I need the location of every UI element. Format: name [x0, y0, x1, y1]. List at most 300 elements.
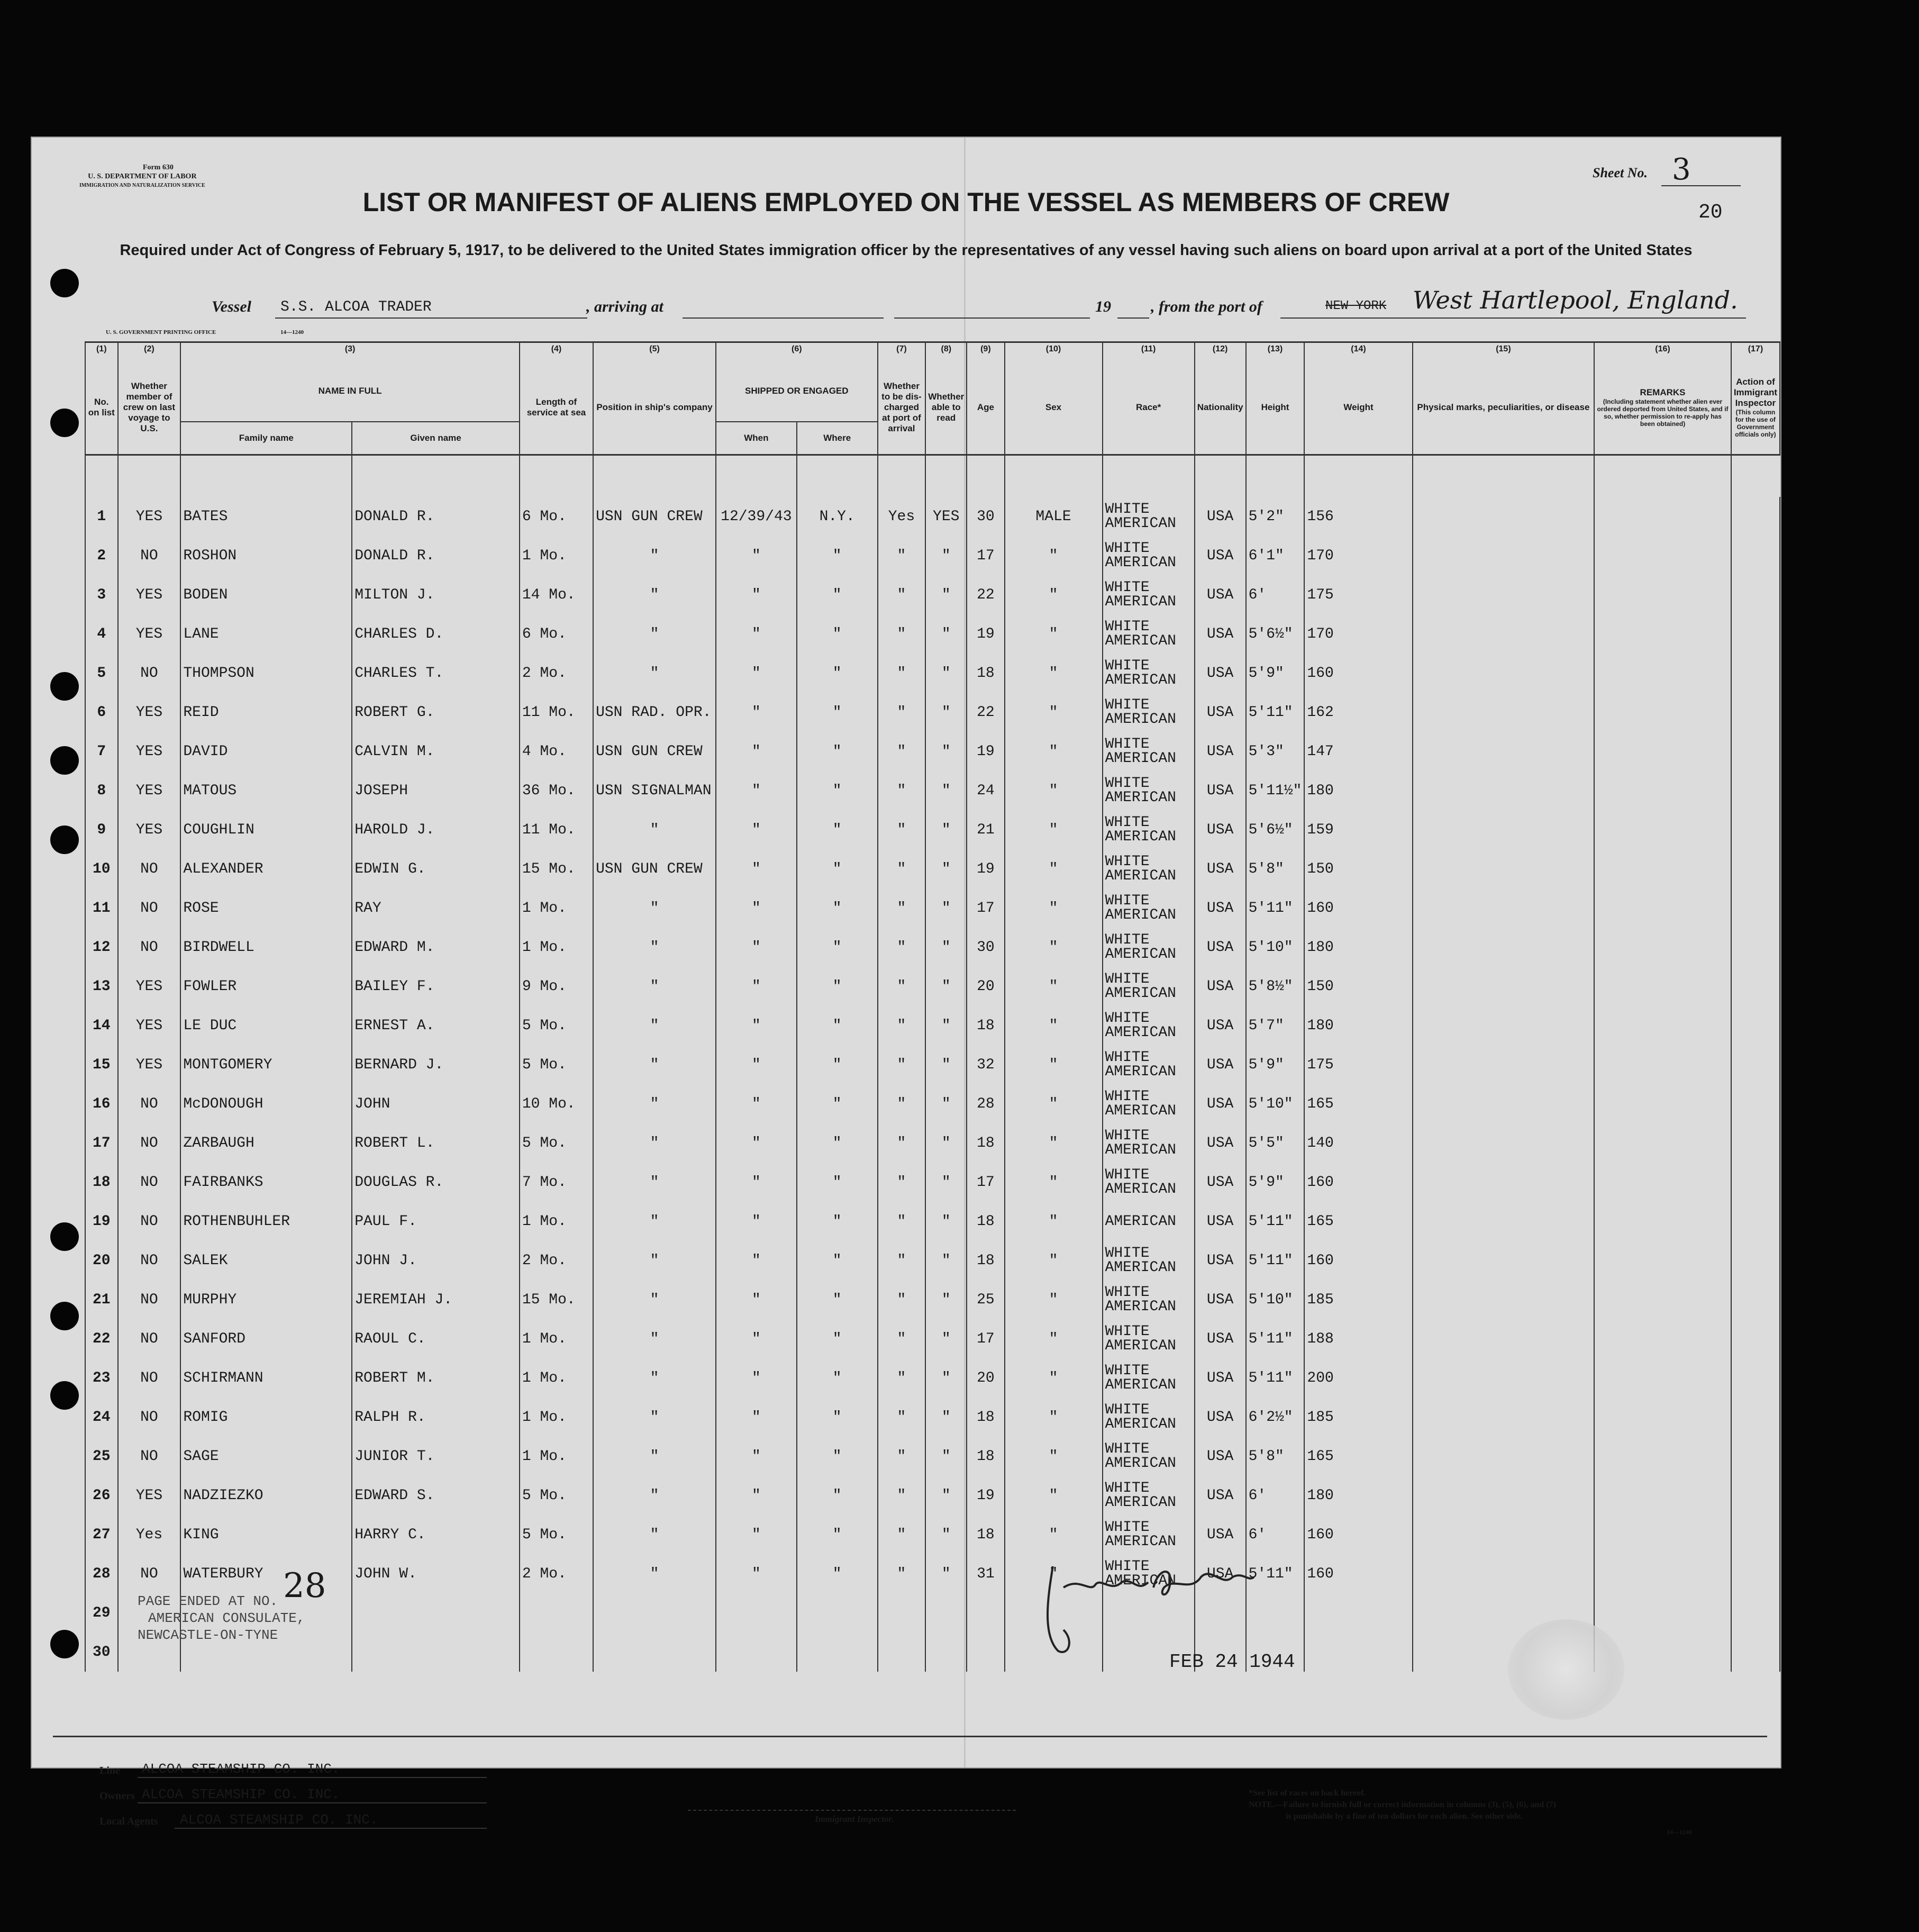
cell-shipped-when: "	[716, 575, 797, 614]
race-line-2: AMERICAN	[1105, 1416, 1176, 1432]
cell-previous-voyage: NO	[118, 1123, 181, 1163]
cell-given-name: DONALD R.	[352, 497, 520, 536]
cell-able-to-read: "	[925, 1123, 967, 1163]
cell-sex: "	[1005, 1515, 1103, 1554]
cell-position: "	[593, 1084, 716, 1123]
cell-nationality: USA	[1195, 575, 1246, 614]
table-row	[85, 1593, 1780, 1632]
cell-discharged: "	[878, 1437, 926, 1476]
cell-discharged: "	[878, 1280, 926, 1319]
year-label: 19	[1095, 298, 1111, 315]
cell-family-name: LANE	[180, 614, 352, 654]
cell-age: 18	[967, 1006, 1004, 1045]
cell-previous-voyage: YES	[118, 1045, 181, 1084]
cell-family-name: MONTGOMERY	[180, 1045, 352, 1084]
cell-physical-marks	[1413, 1123, 1595, 1163]
cell-nationality: USA	[1195, 967, 1246, 1006]
race-line-1: WHITE	[1105, 1089, 1150, 1105]
cell-discharged: "	[878, 1163, 926, 1202]
cell-weight: 160	[1304, 1163, 1412, 1202]
cell-physical-marks	[1413, 732, 1595, 771]
consulate-stamp	[138, 1593, 305, 1644]
cell-family-name: ROMIG	[180, 1398, 352, 1437]
cell-height: 5'2"	[1246, 497, 1305, 536]
cell-position: "	[593, 1437, 716, 1476]
cell-able-to-read: "	[925, 928, 967, 967]
table-row	[85, 1319, 1780, 1358]
cell-position: "	[593, 1398, 716, 1437]
cell-service-length: 10 Mo.	[520, 1084, 593, 1123]
race-line-1: WHITE	[1105, 501, 1150, 518]
inspector-action-subtitle: (This column for the use of Government officials only)	[1735, 409, 1776, 438]
cell-service-length: 7 Mo.	[520, 1163, 593, 1202]
cell-service-length: 5 Mo.	[520, 1476, 593, 1515]
cell-sex: "	[1005, 1006, 1103, 1045]
cell-discharged	[878, 1593, 926, 1632]
race-line-2: AMERICAN	[1105, 1259, 1176, 1276]
cell-remarks	[1594, 1202, 1731, 1241]
cell-weight	[1304, 1632, 1412, 1672]
cell-inspector-action	[1731, 1084, 1780, 1123]
cell-shipped-when: "	[716, 771, 797, 810]
cell-family-name: SAGE	[180, 1437, 352, 1476]
race-line-2: AMERICAN	[1105, 985, 1176, 1002]
col-4-number: (4)	[520, 342, 593, 361]
cell-weight: 165	[1304, 1202, 1412, 1241]
cell-service-length: 1 Mo.	[520, 1437, 593, 1476]
cell-race	[1103, 1163, 1195, 1202]
cell-shipped-when: "	[716, 732, 797, 771]
cell-able-to-read: "	[925, 810, 967, 849]
race-line-2: AMERICAN	[1105, 1213, 1176, 1230]
cell-previous-voyage: NO	[118, 1554, 181, 1593]
race-line-1: WHITE	[1105, 932, 1150, 948]
cell-sex: "	[1005, 536, 1103, 575]
cell-discharged: "	[878, 1084, 926, 1123]
race-line-1: WHITE	[1105, 579, 1150, 596]
cell-position: "	[593, 1045, 716, 1084]
cell-inspector-action	[1731, 1123, 1780, 1163]
cell-family-name: DAVID	[180, 732, 352, 771]
crew-manifest-table	[85, 341, 1780, 1672]
cell-weight: 159	[1304, 810, 1412, 849]
cell-remarks	[1594, 1593, 1731, 1632]
cell-able-to-read: "	[925, 1437, 967, 1476]
cell-shipped-when: "	[716, 1280, 797, 1319]
table-row	[85, 1476, 1780, 1515]
cell-shipped-when: "	[716, 928, 797, 967]
cell-shipped-where: "	[797, 575, 878, 614]
cell-weight: 175	[1304, 575, 1412, 614]
cell-physical-marks	[1413, 536, 1595, 575]
cell-row-number: 5	[85, 654, 118, 693]
cell-remarks	[1594, 1045, 1731, 1084]
service-name: IMMIGRATION AND NATURALIZATION SERVICE	[79, 183, 205, 188]
table-row	[85, 536, 1780, 575]
cell-height: 5'10"	[1246, 1280, 1305, 1319]
cell-height: 5'11"	[1246, 1554, 1305, 1593]
cell-weight: 180	[1304, 771, 1412, 810]
cell-shipped-where: "	[797, 1163, 878, 1202]
cell-able-to-read: "	[925, 1476, 967, 1515]
race-line-2: AMERICAN	[1105, 829, 1176, 845]
cell-weight: 160	[1304, 888, 1412, 928]
race-line-1: WHITE	[1105, 775, 1150, 792]
cell-height: 5'11"	[1246, 693, 1305, 732]
race-line-2: AMERICAN	[1105, 750, 1176, 767]
col-12-number: (12)	[1195, 342, 1246, 361]
cell-position: "	[593, 1515, 716, 1554]
cell-sex: "	[1005, 928, 1103, 967]
cell-remarks	[1594, 1554, 1731, 1593]
cell-nationality: USA	[1195, 654, 1246, 693]
cell-weight: 185	[1304, 1280, 1412, 1319]
cell-remarks	[1594, 1006, 1731, 1045]
cell-discharged: "	[878, 654, 926, 693]
owners-label: Owners	[99, 1790, 135, 1802]
cell-inspector-action	[1731, 1163, 1780, 1202]
cell-nationality: USA	[1195, 1554, 1246, 1593]
cell-inspector-action	[1731, 1515, 1780, 1554]
cell-previous-voyage: YES	[118, 575, 181, 614]
cell-weight	[1304, 1593, 1412, 1632]
cell-row-number: 13	[85, 967, 118, 1006]
cell-given-name: EDWARD M.	[352, 928, 520, 967]
line-value: ALCOA STEAMSHIP CO. INC.	[142, 1761, 340, 1777]
col-weight-header: Weight	[1304, 361, 1412, 455]
cell-remarks	[1594, 1437, 1731, 1476]
cell-sex: "	[1005, 967, 1103, 1006]
cell-row-number: 12	[85, 928, 118, 967]
sheet-number: 3	[1672, 152, 1691, 187]
cell-physical-marks	[1413, 1006, 1595, 1045]
cell-shipped-when: "	[716, 1123, 797, 1163]
cell-height: 5'11"	[1246, 1241, 1305, 1280]
cell-given-name: HAROLD J.	[352, 810, 520, 849]
cell-height: 6'	[1246, 1476, 1305, 1515]
cell-given-name: EDWIN G.	[352, 849, 520, 888]
cell-inspector-action	[1731, 693, 1780, 732]
cell-given-name	[352, 1632, 520, 1672]
race-line-1: WHITE	[1105, 658, 1150, 674]
cell-shipped-where: "	[797, 536, 878, 575]
vessel-name-line	[275, 318, 587, 319]
cell-able-to-read: "	[925, 575, 967, 614]
cell-family-name: THOMPSON	[180, 654, 352, 693]
race-line-1: WHITE	[1105, 814, 1150, 831]
cell-previous-voyage: YES	[118, 1006, 181, 1045]
cell-height: 5'8"	[1246, 1437, 1305, 1476]
cell-nationality: USA	[1195, 1358, 1246, 1398]
cell-nationality: USA	[1195, 732, 1246, 771]
race-line-1: WHITE	[1105, 1519, 1150, 1536]
cell-inspector-action	[1731, 810, 1780, 849]
owners-field-line	[138, 1802, 487, 1803]
cell-physical-marks	[1413, 1319, 1595, 1358]
cell-family-name: NADZIEZKO	[180, 1476, 352, 1515]
cell-remarks	[1594, 693, 1731, 732]
cell-nationality: USA	[1195, 1163, 1246, 1202]
table-row	[85, 732, 1780, 771]
cell-age: 28	[967, 1084, 1004, 1123]
cell-height: 6'1"	[1246, 536, 1305, 575]
cell-age: 17	[967, 1163, 1004, 1202]
cell-given-name: HARRY C.	[352, 1515, 520, 1554]
cell-previous-voyage: NO	[118, 1358, 181, 1398]
cell-inspector-action	[1731, 967, 1780, 1006]
cell-given-name: BERNARD J.	[352, 1045, 520, 1084]
sheet-number-label: Sheet No.	[1593, 165, 1648, 180]
remarks-subtitle: (Including statement whether alien ever ordered deported from United States, and if so, whether permission to re-apply has been obtained)	[1597, 398, 1729, 428]
cell-inspector-action	[1731, 1476, 1780, 1515]
race-line-2: AMERICAN	[1105, 1494, 1176, 1511]
race-line-2: AMERICAN	[1105, 1142, 1176, 1158]
cell-able-to-read: "	[925, 849, 967, 888]
table-row	[85, 888, 1780, 928]
cell-inspector-action	[1731, 1006, 1780, 1045]
cell-row-number: 27	[85, 1515, 118, 1554]
cell-shipped-when: "	[716, 1202, 797, 1241]
race-line-2: AMERICAN	[1105, 868, 1176, 884]
cell-sex: "	[1005, 1398, 1103, 1437]
cell-physical-marks	[1413, 1163, 1595, 1202]
page-ended-number: 28	[283, 1566, 326, 1606]
col-2-number: (2)	[118, 342, 181, 361]
cell-service-length: 1 Mo.	[520, 1202, 593, 1241]
cell-family-name: ZARBAUGH	[180, 1123, 352, 1163]
cell-sex: "	[1005, 1123, 1103, 1163]
cell-race	[1103, 810, 1195, 849]
cell-nationality: USA	[1195, 1515, 1246, 1554]
cell-service-length: 5 Mo.	[520, 1006, 593, 1045]
port-line	[1280, 318, 1746, 319]
cell-remarks	[1594, 1476, 1731, 1515]
cell-family-name: ROSHON	[180, 536, 352, 575]
penalty-note-line-1: NOTE.—Failure to furnish full or correct information in columns (3), (5), (6), and (7)	[1249, 1800, 1556, 1809]
cell-remarks	[1594, 497, 1731, 536]
cell-able-to-read: "	[925, 1045, 967, 1084]
column-number-row	[85, 342, 1780, 361]
punch-hole	[50, 1381, 79, 1410]
cell-remarks	[1594, 1123, 1731, 1163]
cell-nationality: USA	[1195, 888, 1246, 928]
cell-service-length: 2 Mo.	[520, 654, 593, 693]
form-number: Form 630	[142, 164, 174, 171]
cell-service-length: 1 Mo.	[520, 536, 593, 575]
cell-race	[1103, 1437, 1195, 1476]
cell-row-number: 23	[85, 1358, 118, 1398]
cell-given-name: JEREMIAH J.	[352, 1280, 520, 1319]
cell-shipped-where: "	[797, 1084, 878, 1123]
cell-age	[967, 1632, 1004, 1672]
col-inspector-action-header	[1731, 361, 1780, 455]
cell-family-name: ROTHENBUHLER	[180, 1202, 352, 1241]
cell-position: "	[593, 1006, 716, 1045]
race-line-2: AMERICAN	[1105, 1181, 1176, 1198]
cell-shipped-when: "	[716, 1358, 797, 1398]
cell-able-to-read: "	[925, 1280, 967, 1319]
cell-row-number: 29	[85, 1593, 118, 1632]
cell-family-name: ROSE	[180, 888, 352, 928]
agents-field-line	[175, 1828, 487, 1829]
arriving-at-line	[683, 318, 884, 319]
cell-given-name: RAY	[352, 888, 520, 928]
cell-family-name: REID	[180, 693, 352, 732]
cell-nationality: USA	[1195, 1084, 1246, 1123]
cell-family-name: SCHIRMANN	[180, 1358, 352, 1398]
table-row	[85, 1045, 1780, 1084]
col-position-header: Position in ship's company	[593, 361, 716, 455]
cell-weight: 156	[1304, 497, 1412, 536]
cell-discharged: "	[878, 732, 926, 771]
cell-shipped-where: "	[797, 693, 878, 732]
cell-discharged: "	[878, 1319, 926, 1358]
cell-previous-voyage: NO	[118, 654, 181, 693]
cell-position: "	[593, 1241, 716, 1280]
cell-given-name: DONALD R.	[352, 536, 520, 575]
race-line-1: WHITE	[1105, 1441, 1150, 1457]
signature-scribble	[1032, 1556, 1259, 1662]
cell-row-number: 8	[85, 771, 118, 810]
agents-value: ALCOA STEAMSHIP CO. INC.	[180, 1812, 378, 1828]
arriving-date-line	[894, 318, 1090, 319]
cell-remarks	[1594, 771, 1731, 810]
cell-previous-voyage: YES	[118, 771, 181, 810]
cell-able-to-read: "	[925, 967, 967, 1006]
cell-service-length	[520, 1593, 593, 1632]
cell-previous-voyage: NO	[118, 888, 181, 928]
cell-physical-marks	[1413, 888, 1595, 928]
race-line-1: WHITE	[1105, 1323, 1150, 1340]
cell-discharged: "	[878, 536, 926, 575]
cell-position: "	[593, 928, 716, 967]
cell-race	[1103, 1006, 1195, 1045]
cell-able-to-read: "	[925, 1398, 967, 1437]
cell-given-name: JOHN W.	[352, 1554, 520, 1593]
cell-service-length: 11 Mo.	[520, 810, 593, 849]
cell-previous-voyage: NO	[118, 1084, 181, 1123]
cell-sex: "	[1005, 1202, 1103, 1241]
cell-physical-marks	[1413, 1358, 1595, 1398]
cell-sex: "	[1005, 1437, 1103, 1476]
cell-sex: "	[1005, 888, 1103, 928]
cell-age: 18	[967, 654, 1004, 693]
cell-given-name: EDWARD S.	[352, 1476, 520, 1515]
cell-inspector-action	[1731, 536, 1780, 575]
cell-family-name: COUGHLIN	[180, 810, 352, 849]
cell-age: 20	[967, 967, 1004, 1006]
cell-able-to-read: "	[925, 1084, 967, 1123]
cell-row-number: 28	[85, 1554, 118, 1593]
table-row	[85, 1280, 1780, 1319]
stamp-line-3: NEWCASTLE-ON-TYNE	[138, 1627, 278, 1643]
stamp-line-1: PAGE ENDED AT NO.	[138, 1593, 278, 1609]
cell-nationality: USA	[1195, 1202, 1246, 1241]
cell-shipped-where: "	[797, 1554, 878, 1593]
cell-able-to-read	[925, 1593, 967, 1632]
race-line-2: AMERICAN	[1105, 1534, 1176, 1550]
table-row	[85, 928, 1780, 967]
cell-family-name: SANFORD	[180, 1319, 352, 1358]
cell-height: 5'6½"	[1246, 614, 1305, 654]
race-line-1: WHITE	[1105, 971, 1150, 987]
cell-given-name: ROBERT L.	[352, 1123, 520, 1163]
cell-race	[1103, 1241, 1195, 1280]
cell-given-name: JOHN	[352, 1084, 520, 1123]
column-label-row	[85, 361, 1780, 422]
cell-height: 5'11"	[1246, 1358, 1305, 1398]
cell-remarks	[1594, 1515, 1731, 1554]
cell-remarks	[1594, 1163, 1731, 1202]
cell-row-number: 26	[85, 1476, 118, 1515]
race-line-1: WHITE	[1105, 1558, 1150, 1575]
cell-discharged: "	[878, 888, 926, 928]
cell-height: 5'11½"	[1246, 771, 1305, 810]
cell-row-number: 21	[85, 1280, 118, 1319]
cell-position: "	[593, 614, 716, 654]
cell-position: "	[593, 1163, 716, 1202]
cell-row-number: 9	[85, 810, 118, 849]
cell-race	[1103, 693, 1195, 732]
table-row	[85, 1437, 1780, 1476]
cell-shipped-when: "	[716, 888, 797, 928]
cell-row-number: 22	[85, 1319, 118, 1358]
cell-shipped-when: "	[716, 1163, 797, 1202]
cell-given-name: JOSEPH	[352, 771, 520, 810]
cell-height: 6'2½"	[1246, 1398, 1305, 1437]
cell-physical-marks	[1413, 1280, 1595, 1319]
race-line-1: WHITE	[1105, 1284, 1150, 1301]
cell-previous-voyage: YES	[118, 614, 181, 654]
table-row	[85, 575, 1780, 614]
cell-age: 19	[967, 732, 1004, 771]
cell-given-name: DOUGLAS R.	[352, 1163, 520, 1202]
race-line-2: AMERICAN	[1105, 1338, 1176, 1354]
race-line-1: WHITE	[1105, 697, 1150, 713]
cell-previous-voyage: YES	[118, 967, 181, 1006]
race-line-1: WHITE	[1105, 1010, 1150, 1027]
penalty-note-line-2: is punishable by a fine of ten dollars for each alien. See other side.	[1286, 1812, 1523, 1821]
col-10-number: (10)	[1005, 342, 1103, 361]
cell-shipped-where: "	[797, 1476, 878, 1515]
table-row	[85, 1398, 1780, 1437]
inspector-action-title: Action of Immigrant Inspector	[1733, 377, 1778, 408]
cell-remarks	[1594, 536, 1731, 575]
cell-discharged: "	[878, 1006, 926, 1045]
cell-height: 5'5"	[1246, 1123, 1305, 1163]
cell-discharged	[878, 1632, 926, 1672]
cell-position: "	[593, 1319, 716, 1358]
cell-previous-voyage: NO	[118, 1398, 181, 1437]
port-label: , from the port of	[1151, 298, 1262, 315]
cell-shipped-when: "	[716, 614, 797, 654]
remarks-title: REMARKS	[1640, 387, 1686, 397]
punch-hole	[50, 1222, 79, 1251]
cell-able-to-read: "	[925, 1515, 967, 1554]
cell-weight: 170	[1304, 536, 1412, 575]
cell-shipped-where: "	[797, 967, 878, 1006]
cell-shipped-where: "	[797, 1241, 878, 1280]
cell-position: "	[593, 810, 716, 849]
cell-able-to-read	[925, 1632, 967, 1672]
cell-service-length: 6 Mo.	[520, 497, 593, 536]
race-line-2: AMERICAN	[1105, 1573, 1176, 1589]
cell-physical-marks	[1413, 810, 1595, 849]
cell-physical-marks	[1413, 1241, 1595, 1280]
col-physical-marks-header: Physical marks, peculiarities, or disease	[1413, 361, 1595, 455]
table-row	[85, 967, 1780, 1006]
punch-hole	[50, 269, 79, 297]
